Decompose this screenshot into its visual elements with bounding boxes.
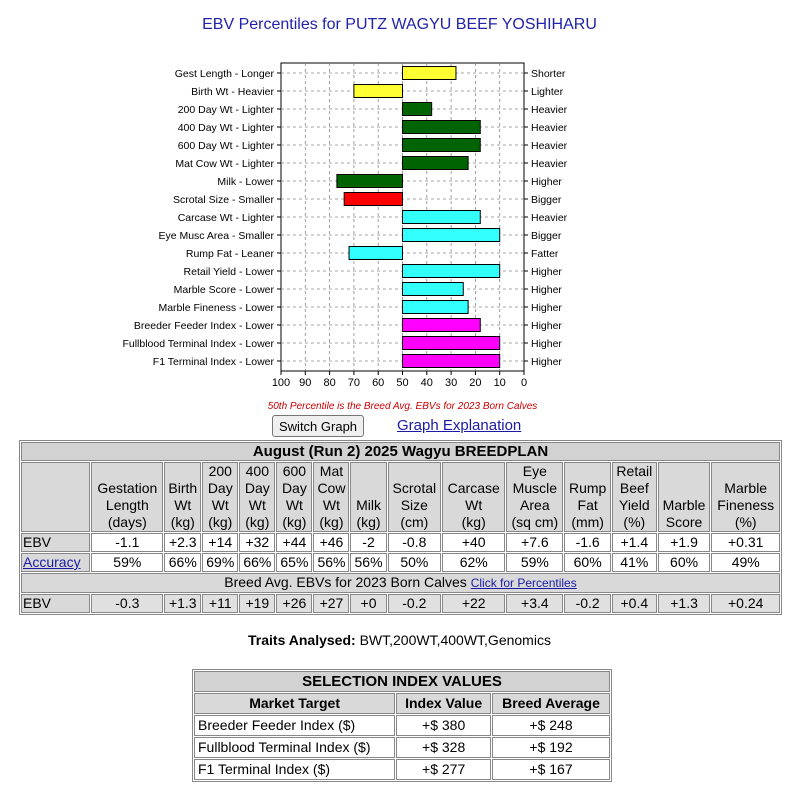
right-label: Bigger — [531, 194, 562, 206]
accuracy-cell: 59% — [506, 553, 563, 572]
market-target-cell: Breeder Feeder Index ($) — [194, 715, 395, 736]
column-header: 600 Day Wt (kg) — [276, 462, 312, 532]
right-label: Lighter — [531, 86, 564, 98]
avg-ebv-row-label: EBV — [21, 594, 90, 613]
column-header: Carcase Wt (kg) — [442, 462, 505, 532]
accuracy-cell: 60% — [658, 553, 711, 572]
index-value-cell: +$ 328 — [396, 737, 491, 758]
category-label: 600 Day Wt - Lighter — [177, 140, 274, 152]
accuracy-cell: 59% — [91, 553, 163, 572]
bar — [354, 85, 403, 98]
right-label: Higher — [531, 284, 562, 296]
category-label: Eye Musc Area - Smaller — [158, 230, 274, 242]
x-tick-label: 80 — [323, 377, 336, 389]
traits-label: Traits Analysed: — [248, 632, 356, 648]
right-label: Heavier — [531, 122, 568, 134]
button-row — [272, 415, 364, 437]
index-value-cell: +$ 277 — [396, 759, 491, 780]
ebv-cell: +32 — [239, 533, 275, 552]
avg-ebv-cell: +0.24 — [711, 594, 780, 613]
accuracy-cell: 66% — [164, 553, 201, 572]
right-label: Heavier — [531, 140, 568, 152]
category-label: Birth Wt - Heavier — [191, 86, 274, 98]
x-tick-label: 70 — [347, 377, 361, 389]
bar — [344, 193, 402, 206]
bar — [403, 139, 481, 152]
ebv-cell: -0.8 — [388, 533, 442, 552]
accuracy-cell: 49% — [711, 553, 780, 572]
right-label: Heavier — [531, 212, 568, 224]
avg-ebv-cell: -0.2 — [388, 594, 442, 613]
bar — [403, 283, 464, 296]
category-label: Gest Length - Longer — [174, 68, 274, 80]
bar — [403, 157, 469, 170]
ebv-cell: -1.1 — [91, 533, 163, 552]
avg-ebv-cell: -0.2 — [564, 594, 611, 613]
category-label: Scrotal Size - Smaller — [173, 194, 274, 206]
bar — [403, 337, 500, 350]
ebv-cell: -2 — [350, 533, 386, 552]
right-label: Fatter — [531, 248, 559, 260]
market-target-header: Market Target — [194, 693, 395, 714]
avg-ebv-cell: +0 — [350, 594, 386, 613]
column-header: Milk (kg) — [350, 462, 386, 532]
bar — [403, 103, 432, 116]
ebv-cell: +1.4 — [612, 533, 657, 552]
breedplan-title: August (Run 2) 2025 Wagyu BREEDPLAN — [21, 442, 780, 461]
breedplan-table — [19, 440, 782, 615]
category-label: 400 Day Wt - Lighter — [177, 122, 274, 134]
market-target-cell: F1 Terminal Index ($) — [194, 759, 395, 780]
breed-avg-title: Breed Avg. EBVs for 2023 Born Calves Click for Percentiles — [21, 573, 780, 593]
bar — [403, 229, 500, 242]
ebv-row-label: EBV — [21, 533, 90, 552]
column-header: Marble Fineness (%) — [711, 462, 780, 532]
right-label: Higher — [531, 338, 562, 350]
accuracy-link[interactable]: Accuracy — [23, 554, 81, 570]
x-tick-label: 20 — [469, 377, 482, 389]
right-label: Higher — [531, 320, 562, 332]
bar — [337, 175, 403, 188]
avg-ebv-cell: +11 — [202, 594, 238, 613]
x-tick-label: 90 — [299, 377, 312, 389]
chart-title: EBV Percentiles for PUTZ WAGYU BEEF YOSHIHARU — [202, 16, 597, 33]
x-tick-label: 10 — [493, 377, 506, 389]
market-target-cell: Fullblood Terminal Index ($) — [194, 737, 395, 758]
x-tick-label: 30 — [444, 377, 458, 389]
category-label: Breeder Feeder Index - Lower — [133, 320, 274, 332]
index-row — [194, 737, 610, 758]
percentiles-link[interactable]: Click for Percentiles — [470, 576, 577, 590]
right-label: Higher — [531, 176, 562, 188]
traits-analysed — [0, 632, 799, 648]
bar — [403, 301, 469, 314]
category-label: Fullblood Terminal Index - Lower — [122, 338, 274, 350]
index-row — [194, 715, 610, 736]
right-label: Heavier — [531, 158, 568, 170]
accuracy-cell: 66% — [239, 553, 275, 572]
x-tick-label: 60 — [372, 377, 385, 389]
ebv-cell: +44 — [276, 533, 312, 552]
avg-ebv-cell: +19 — [239, 594, 275, 613]
accuracy-cell: 41% — [612, 553, 657, 572]
right-label: Heavier — [531, 104, 568, 116]
right-label: Higher — [531, 302, 562, 314]
category-label: Milk - Lower — [217, 176, 274, 188]
bar — [403, 265, 500, 278]
x-tick-label: 40 — [420, 377, 433, 389]
column-header: Eye Muscle Area (sq cm) — [506, 462, 563, 532]
x-tick-label: 100 — [271, 377, 291, 389]
avg-ebv-cell: +22 — [442, 594, 505, 613]
ebv-cell: +46 — [313, 533, 349, 552]
avg-ebv-cell: +3.4 — [506, 594, 563, 613]
right-label: Shorter — [531, 68, 566, 80]
column-header: Retail Beef Yield (%) — [612, 462, 657, 532]
column-header: Mat Cow Wt (kg) — [313, 462, 349, 532]
chart-footnote: 50th Percentile is the Breed Avg. EBVs for 2023 Born Calves — [267, 401, 538, 412]
column-header: Scrotal Size (cm) — [388, 462, 442, 532]
avg-ebv-cell: +27 — [313, 594, 349, 613]
ebv-cell: +7.6 — [506, 533, 563, 552]
avg-ebv-cell: +26 — [276, 594, 312, 613]
accuracy-cell: 50% — [388, 553, 442, 572]
column-header: Birth Wt (kg) — [164, 462, 201, 532]
bar — [403, 211, 481, 224]
accuracy-cell: 69% — [202, 553, 238, 572]
accuracy-cell: 56% — [313, 553, 349, 572]
column-header: 200 Day Wt (kg) — [202, 462, 238, 532]
header-blank — [21, 462, 90, 532]
category-label: 200 Day Wt - Lighter — [177, 104, 274, 116]
avg-ebv-cell: +1.3 — [164, 594, 201, 613]
column-header: 400 Day Wt (kg) — [239, 462, 275, 532]
ebv-cell: +2.3 — [164, 533, 201, 552]
category-label: Marble Score - Lower — [173, 284, 274, 296]
column-header: Gestation Length (days) — [91, 462, 163, 532]
graph-explanation-link[interactable]: Graph Explanation — [397, 417, 522, 434]
index-value-cell: +$ 380 — [396, 715, 491, 736]
right-label: Higher — [531, 266, 562, 278]
avg-ebv-cell: +0.4 — [612, 594, 657, 613]
breed-average-cell: +$ 192 — [492, 737, 610, 758]
accuracy-cell: 60% — [564, 553, 611, 572]
breed-average-header: Breed Average — [492, 693, 610, 714]
column-header: Rump Fat (mm) — [564, 462, 611, 532]
traits-value: BWT,200WT,400WT,Genomics — [359, 632, 551, 648]
avg-ebv-cell: +1.3 — [658, 594, 711, 613]
breed-average-cell: +$ 167 — [492, 759, 610, 780]
accuracy-cell: 56% — [350, 553, 386, 572]
category-label: Mat Cow Wt - Lighter — [175, 158, 274, 170]
index-value-header: Index Value — [396, 693, 491, 714]
column-header: Marble Score — [658, 462, 711, 532]
ebv-cell: +14 — [202, 533, 238, 552]
bar — [403, 319, 481, 332]
switch-graph-button[interactable]: Switch Graph — [272, 415, 364, 437]
category-label: Carcase Wt - Lighter — [177, 212, 274, 224]
selection-index-table — [192, 669, 612, 782]
accuracy-cell: 62% — [442, 553, 505, 572]
category-label: Retail Yield - Lower — [183, 266, 274, 278]
avg-ebv-cell: -0.3 — [91, 594, 163, 613]
bar — [349, 247, 402, 260]
x-tick-label: 50 — [396, 377, 409, 389]
bar — [403, 355, 500, 368]
bar — [403, 67, 456, 80]
ebv-cell: +0.31 — [711, 533, 780, 552]
category-label: Rump Fat - Leaner — [185, 248, 274, 260]
bar — [403, 121, 481, 134]
category-label: Marble Fineness - Lower — [158, 302, 274, 314]
category-label: F1 Terminal Index - Lower — [152, 356, 274, 368]
right-label: Bigger — [531, 230, 562, 242]
right-label: Higher — [531, 356, 562, 368]
accuracy-cell: 65% — [276, 553, 312, 572]
accuracy-row-label — [21, 553, 90, 572]
ebv-cell: -1.6 — [564, 533, 611, 552]
breed-average-cell: +$ 248 — [492, 715, 610, 736]
index-row — [194, 759, 610, 780]
selection-index-title: SELECTION INDEX VALUES — [194, 671, 610, 692]
ebv-cell: +1.9 — [658, 533, 711, 552]
ebv-cell: +40 — [442, 533, 505, 552]
x-tick-label: 0 — [520, 377, 528, 389]
